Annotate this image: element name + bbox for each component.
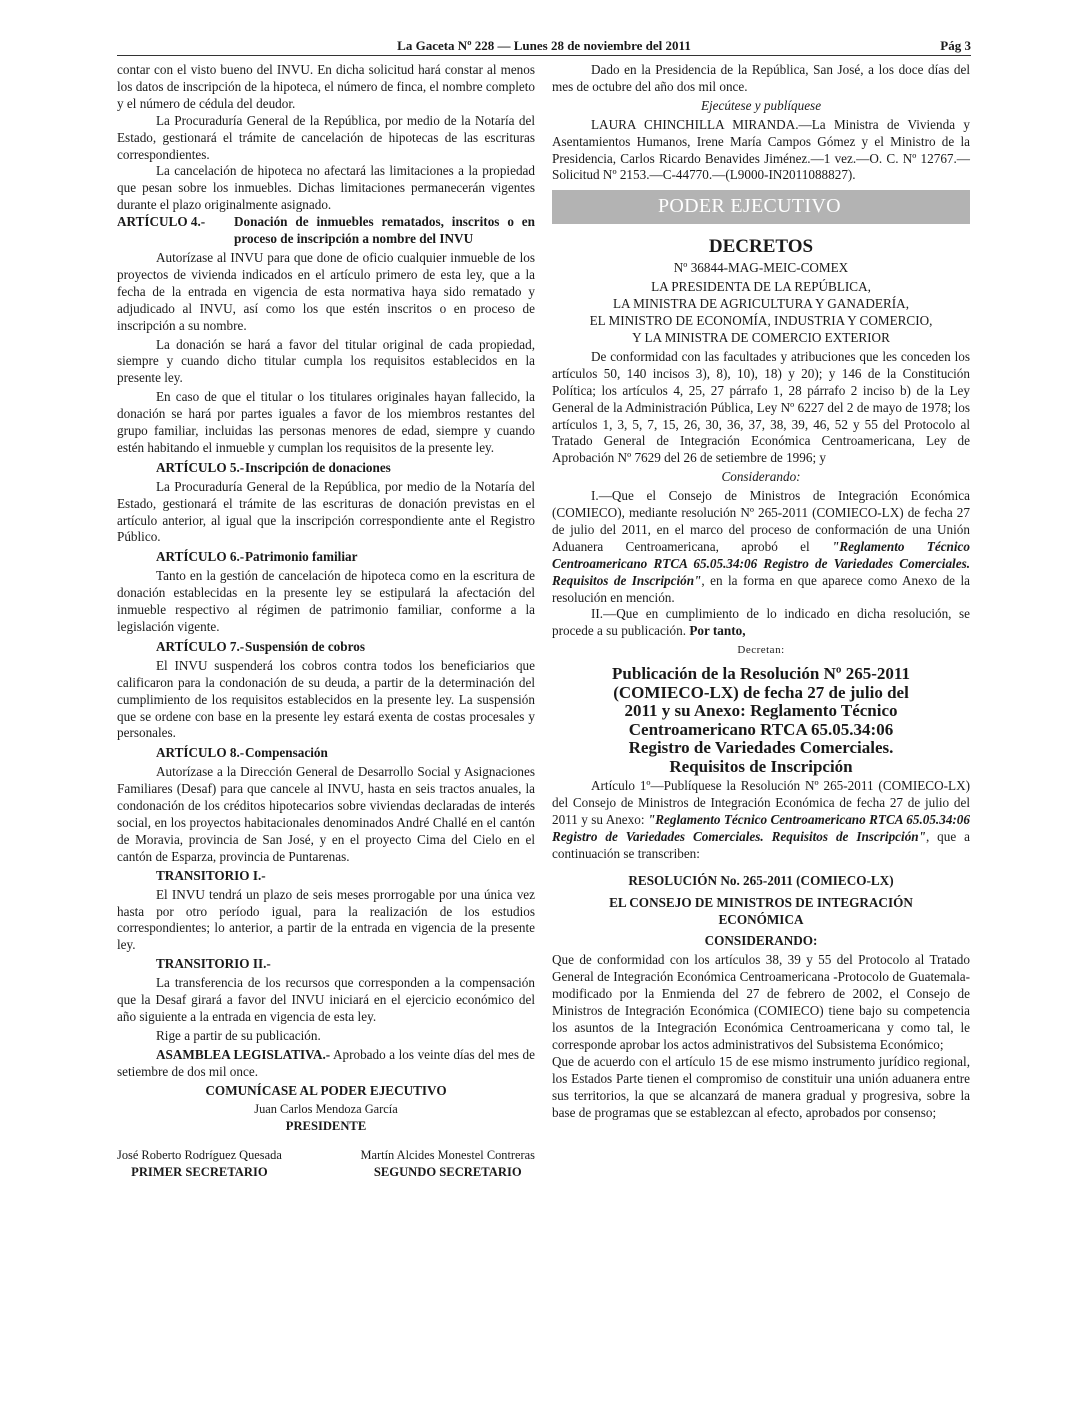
paragraph: Tanto en la gestión de cancelación de hipoteca como en la escritura de donación establecidas en la presente ley se estipulará la afectación del inmueble respectivo al régimen de patrimonio familiar, conforme a la legislación vigente. [117, 568, 535, 634]
article-7-heading [117, 639, 535, 656]
paragraph: contar con el visto bueno del INVU. En dicha solicitud hará constar al menos los datos de inscripción de la hipoteca, el número de finca, el nombre completo y el número de cédula del deudor. [117, 62, 535, 111]
article-4-heading [117, 214, 535, 248]
president-name: Juan Carlos Mendoza García [254, 1102, 398, 1117]
por-tanto: Por tanto, [689, 623, 746, 639]
text-span: , que a continuación se transcriben: [552, 828, 970, 861]
paragraph: La Procuraduría General de la República, por medio de la Notaría del Estado, gestionará el trámite de las escrituras de donación previstas en el artículo anterior, al igual que la inscripción correspondiente ante el Registro Público. [117, 478, 535, 545]
text-span: , en la forma en que aparece como Anexo de la resolución en mención. [552, 572, 970, 605]
article-number: ARTÍCULO 5.- [156, 459, 245, 475]
article-6-heading [117, 549, 535, 566]
title-line: Registro de Variedades Comerciales. [628, 738, 894, 758]
paragraph: De conformidad con las facultades y atribuciones que les conceden los artículos 50, 140 incisos 3), 8), 10), 18) y 20); y 146 de la Constitución Política; los artículos 4, 25, 27 párrafo 1, 28 párrafo 2 inciso b) de la Ley General de la Administración Pública, Ley Nº 6227 del 2 de mayo de 1978; los artículos 1, 3, 5, 7, 15, 26, 30, 36, 37, 38, 39, 46, 52 y 55 del Protocolo al Tratado General de Integración Económica Centroamericana, Ley de Aprobación Nº 7629 del 26 de setiembre de 1996; y [552, 348, 970, 466]
paragraph: El INVU tendrá un plazo de seis meses prorrogable por una única vez hasta por otro período igual, para la realización de los estudios correspondientes; lo anterior, a partir de la entrada en vigencia de la presente ley. [117, 886, 535, 953]
paragraph: El INVU suspenderá los cobros contra todos los beneficiarios que calificaron para la condonación de su deuda, a partir de la determinación del cumplimiento de los requisitos establecidos en la presente ley. La suspensión que se ordene con base en la presente ley estará exenta de costas procesales y personales. [117, 657, 535, 741]
first-secretary-title: PRIMER SECRETARIO [131, 1165, 268, 1180]
article-number: ARTÍCULO 7.- [156, 638, 245, 654]
gazette-title: La Gaceta Nº 228 — Lunes 28 de noviembre del 2011 [397, 38, 691, 53]
comuniquese-heading: COMUNÍCASE AL PODER EJECUTIVO [205, 1082, 447, 1098]
transitory-2-heading: TRANSITORIO II.- [156, 956, 271, 972]
paragraph: La transferencia de los recursos que corresponden a la compensación que la Desaf girará a favor del INVU iniciará en el ejercicio económico del año siguiente a la entrada en vigencia de esta ley. [117, 975, 535, 1024]
title-line: Centroamericano RTCA 65.05.34:06 [628, 719, 894, 739]
assembly-text: Aprobado a los veinte días del mes de setiembre de dos mil once. [117, 1046, 535, 1079]
paragraph: LAURA CHINCHILLA MIRANDA.—La Ministra de Vivienda y Asentamientos Humanos, Irene María Campos Gómez y el Ministro de la Presidencia, Carlos Ricardo Benavides Jiménez.—1 vez.—O. C. Nº 12767.—Solicitud Nº 2153.—C-44770.—(L9000-IN2011088827). [552, 116, 970, 183]
second-secretary [361, 1147, 535, 1181]
first-secretary [117, 1147, 282, 1181]
paragraph: Rige a partir de su publicación. [156, 1027, 321, 1043]
authority-line: Y LA MINISTRA DE COMERCIO EXTERIOR [632, 329, 890, 345]
authority-line: EL MINISTRO DE ECONOMÍA, INDUSTRIA Y COMERCIO, [589, 313, 933, 329]
page-number: Pág 3 [940, 38, 971, 53]
transitory-1-heading: TRANSITORIO I.- [156, 867, 266, 883]
second-secretary-title: SEGUNDO SECRETARIO [373, 1165, 522, 1180]
considerando-heading: Considerando: [721, 469, 801, 485]
paragraph: Dado en la Presidencia de la República, San José, a los doce días del mes de octubre del año dos mil once. [552, 62, 970, 94]
page-header [117, 36, 971, 56]
article-title: Donación de inmuebles rematados, inscritos o en proceso de inscripción a nombre del INVU [234, 214, 535, 247]
paragraph: En caso de que el titular o los titulares originales hayan fallecido, la donación se hará por partes iguales a favor de los miembros restantes del grupo familiar, incluidas las personas menores de edad, siempre y cuando estén habitando el inmueble y cumplan los requisitos de la presente ley. [117, 389, 535, 455]
title-line: Publicación de la Resolución Nº 265-2011 [612, 664, 910, 684]
paragraph: Autorízase al INVU para que done de oficio cualquier inmueble de los proyectos de vivienda indicados en el artículo primero de esta ley, que a la fecha de la entrada en vigencia de esta normativa haya sido rematado y adjudicado al INVU, así como los que estén inscritos o en proceso de inscripción a su nombre. [117, 249, 535, 333]
text-span: I.—Que el Consejo de Ministros de Integración Económica (COMIECO), mediante resolución Nº 265-2011 (COMIECO-LX) de fecha 27 de julio del 2011, en el marco del proceso de conformación de una Unión Aduanera Centroamericana, aprobó el [552, 488, 970, 554]
resolution-title: RESOLUCIÓN No. 265-2011 (COMIECO-LX) [628, 872, 894, 888]
paragraph: Que de conformidad con los artículos 38, 39 y 55 del Protocolo al Tratado General de Integración Económica Centroamericana -Protocolo de Guatemala- modificado por la Enmienda del 27 de febrero de 2002, el Consejo de Ministros de Integración Económica (COMIECO) tiene bajo su competencia los asuntos de la Integración Económica Centroamericana y como tal, le corresponde aprobar los actos administrativos del Subsistema Económico; [552, 952, 970, 1052]
paragraph [552, 488, 970, 606]
paragraph: La donación se hará a favor del titular original de cada propiedad, siempre y cuando dicho titular cumpla los requisitos establecidos en la presente ley. [117, 336, 535, 386]
regulation-title: "Reglamento Técnico Centroamericano RTCA 65.05.34:06 Registro de Variedades Comerciales. Requisitos de Inscripción" [552, 538, 971, 588]
authority-line: LA PRESIDENTA DE LA REPÚBLICA, [651, 279, 871, 295]
article-5-heading [117, 460, 535, 477]
considerando-heading-2: CONSIDERANDO: [704, 933, 818, 949]
section-title: DECRETOS [708, 236, 814, 258]
text-span: II.—Que en cumplimiento de lo indicado en dicha resolución, se procede a su publicación. [552, 606, 970, 639]
regulation-title: "Reglamento Técnico Centroamericano RTCA 65.05.34:06 Registro de Variedades Comerciales. Requisitos de Inscripción" [552, 812, 970, 844]
section-banner: PODER EJECUTIVO [552, 190, 970, 224]
president-title: PRESIDENTE [285, 1119, 367, 1134]
article-title: Suspensión de cobros [245, 638, 365, 654]
decretan-heading: Decretan: [737, 644, 785, 657]
article-title: Inscripción de donaciones [245, 459, 391, 475]
paragraph: La cancelación de hipoteca no afectará las limitaciones a la propiedad que pesan sobre los inmuebles. Dichas limitaciones permanecerán vigentes durante el plazo originalmente asignado. [117, 163, 535, 213]
paragraph [552, 778, 970, 863]
assembly-label: ASAMBLEA LEGISLATIVA.- [156, 1046, 331, 1062]
right-column [552, 62, 970, 1121]
assembly-approval [117, 1047, 535, 1081]
decree-number: Nº 36844-MAG-MEIC-COMEX [673, 260, 849, 276]
article-8-heading [117, 745, 535, 762]
secretaries-signatures [117, 1139, 535, 1181]
article-title: Patrimonio familiar [245, 549, 358, 565]
paragraph: Autorízase a la Dirección General de Desarrollo Social y Asignaciones Familiares (Desaf) para que cancele al INVU, hasta en seis tractos anuales, la condonación de los créditos hipotecarios sobre viviendas declaradas de interés social, en los proyectos habitacionales denominados André Challé en el cantón de Moravia, provincia de San José, y en el proyecto Cima del Cielo en el cantón de Esparza, provincia de Puntarenas. [117, 764, 535, 864]
title-line: (COMIECO-LX) de fecha 27 de julio del [613, 682, 909, 702]
article-title: Compensación [245, 745, 328, 761]
article-number: ARTÍCULO 4.- [117, 214, 206, 230]
title-line: 2011 y su Anexo: Reglamento Técnico [624, 701, 898, 721]
second-secretary-name: Martín Alcides Monestel Contreras [360, 1148, 535, 1163]
article-number: ARTÍCULO 6.- [156, 549, 245, 565]
paragraph [552, 606, 970, 640]
council-title: EL CONSEJO DE MINISTROS DE INTEGRACIÓN ECONÓMICA [609, 894, 913, 927]
title-line: Requisitos de Inscripción [669, 756, 853, 776]
ejecutese-line: Ejecútese y publíquese [700, 97, 822, 113]
left-column [117, 62, 535, 1181]
article-number: ARTÍCULO 8.- [156, 745, 245, 761]
authority-line: LA MINISTRA DE AGRICULTURA Y GANADERÍA, [613, 296, 909, 312]
paragraph: La Procuraduría General de la República, por medio de la Notaría del Estado, gestionará el trámite de cancelación de hipotecas de las escrituras correspondientes. [117, 112, 535, 162]
decree-title [552, 665, 970, 776]
text-span: Artículo 1º—Publíquese la Resolución Nº 265-2011 (COMIECO-LX) del Consejo de Ministros de Integración Económica de fecha 27 de julio del 2011 y su Anexo: [552, 778, 970, 827]
first-secretary-name: José Roberto Rodríguez Quesada [117, 1148, 282, 1163]
paragraph: Que de acuerdo con el artículo 15 de ese mismo instrumento jurídico regional, los Estados Parte tienen el compromiso de constituir una unión aduanera entre sus territorios, la que se alcanzará de manera gradual y progresiva, sobre la base de programas que se establezcan al efecto, aprobados por consenso; [552, 1053, 970, 1120]
